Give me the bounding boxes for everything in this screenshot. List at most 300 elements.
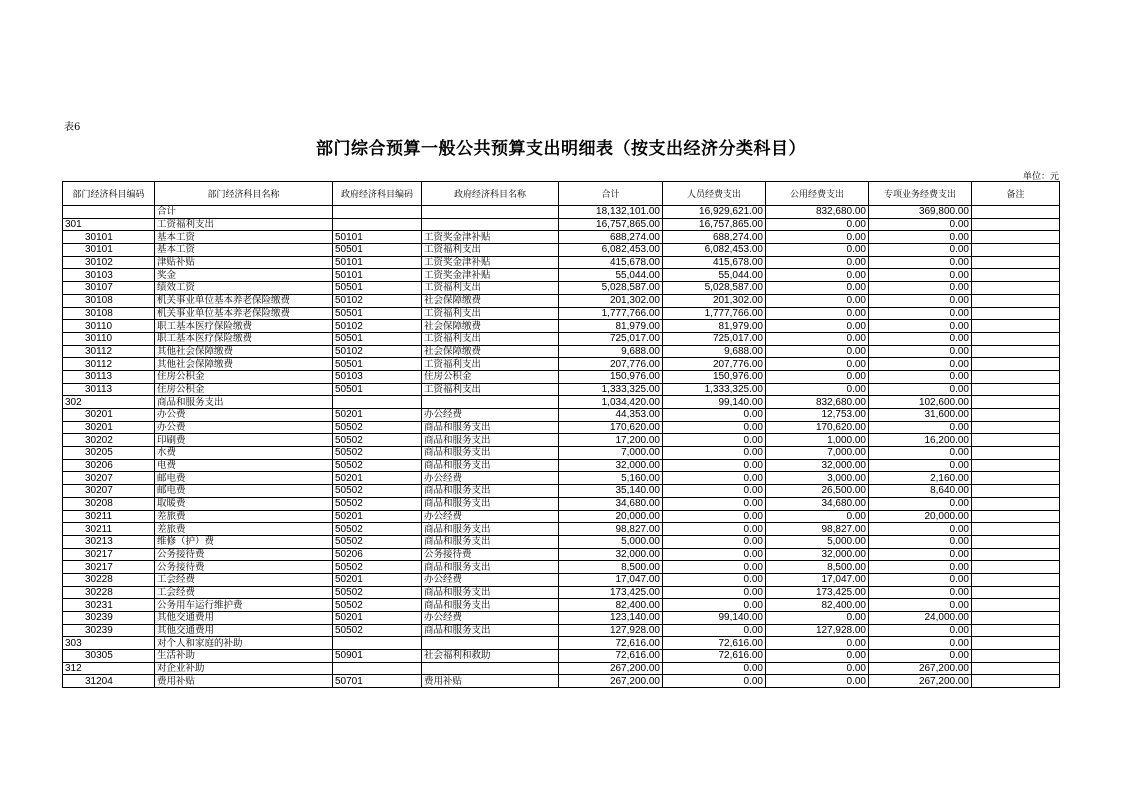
cell-dept-code bbox=[63, 206, 155, 219]
cell-total: 7,000.00 bbox=[559, 447, 663, 460]
cell-personnel: 0.00 bbox=[663, 586, 766, 599]
cell-remarks bbox=[972, 307, 1060, 320]
cell-total: 173,425.00 bbox=[559, 586, 663, 599]
cell-total: 72,616.00 bbox=[559, 650, 663, 663]
cell-special: 31,600.00 bbox=[869, 409, 972, 422]
header-special: 专项业务经费支出 bbox=[869, 182, 972, 206]
cell-public: 0.00 bbox=[766, 269, 869, 282]
cell-dept-code: 302 bbox=[63, 396, 155, 409]
cell-dept-code: 30239 bbox=[63, 612, 155, 625]
header-dept-name: 部门经济科目名称 bbox=[155, 182, 333, 206]
cell-remarks bbox=[972, 256, 1060, 269]
cell-total: 44,353.00 bbox=[559, 409, 663, 422]
cell-dept-name: 职工基本医疗保险缴费 bbox=[155, 332, 333, 345]
table-row bbox=[63, 472, 1060, 485]
cell-dept-code: 30207 bbox=[63, 485, 155, 498]
cell-personnel: 0.00 bbox=[663, 459, 766, 472]
cell-dept-code: 30305 bbox=[63, 650, 155, 663]
cell-dept-name: 基本工资 bbox=[155, 231, 333, 244]
cell-remarks bbox=[972, 447, 1060, 460]
cell-remarks bbox=[972, 523, 1060, 536]
cell-gov-name bbox=[422, 396, 559, 409]
cell-gov-code: 50101 bbox=[333, 269, 422, 282]
table-row bbox=[63, 345, 1060, 358]
cell-gov-code: 50502 bbox=[333, 447, 422, 460]
cell-remarks bbox=[972, 675, 1060, 688]
cell-special: 20,000.00 bbox=[869, 510, 972, 523]
cell-gov-name: 住房公积金 bbox=[422, 370, 559, 383]
cell-remarks bbox=[972, 497, 1060, 510]
cell-gov-name bbox=[422, 206, 559, 219]
cell-dept-code: 31204 bbox=[63, 675, 155, 688]
cell-dept-name: 津贴补贴 bbox=[155, 256, 333, 269]
cell-special: 0.00 bbox=[869, 421, 972, 434]
cell-special: 0.00 bbox=[869, 345, 972, 358]
table-row bbox=[63, 332, 1060, 345]
cell-dept-code: 30107 bbox=[63, 282, 155, 295]
cell-gov-code: 50701 bbox=[333, 675, 422, 688]
cell-special: 0.00 bbox=[869, 370, 972, 383]
cell-remarks bbox=[972, 586, 1060, 599]
cell-personnel: 0.00 bbox=[663, 485, 766, 498]
cell-special: 0.00 bbox=[869, 231, 972, 244]
cell-public: 0.00 bbox=[766, 294, 869, 307]
cell-dept-code: 30201 bbox=[63, 409, 155, 422]
cell-personnel: 0.00 bbox=[663, 573, 766, 586]
cell-special: 0.00 bbox=[869, 332, 972, 345]
cell-special: 0.00 bbox=[869, 650, 972, 663]
cell-total: 1,777,766.00 bbox=[559, 307, 663, 320]
cell-gov-code: 50206 bbox=[333, 548, 422, 561]
cell-gov-name: 商品和服务支出 bbox=[422, 523, 559, 536]
cell-total: 170,620.00 bbox=[559, 421, 663, 434]
cell-dept-code: 301 bbox=[63, 218, 155, 231]
cell-dept-code: 30206 bbox=[63, 459, 155, 472]
table-row bbox=[63, 421, 1060, 434]
header-gov-name: 政府经济科目名称 bbox=[422, 182, 559, 206]
cell-special: 0.00 bbox=[869, 244, 972, 257]
cell-personnel: 725,017.00 bbox=[663, 332, 766, 345]
header-personnel: 人员经费支出 bbox=[663, 182, 766, 206]
table-row bbox=[63, 510, 1060, 523]
cell-gov-name: 工资福利支出 bbox=[422, 244, 559, 257]
cell-special: 267,200.00 bbox=[869, 675, 972, 688]
cell-personnel: 72,616.00 bbox=[663, 637, 766, 650]
cell-gov-code bbox=[333, 396, 422, 409]
cell-gov-name: 商品和服务支出 bbox=[422, 447, 559, 460]
table-row bbox=[63, 599, 1060, 612]
table-row bbox=[63, 624, 1060, 637]
cell-special: 267,200.00 bbox=[869, 662, 972, 675]
cell-remarks bbox=[972, 599, 1060, 612]
cell-public: 5,000.00 bbox=[766, 535, 869, 548]
cell-total: 5,000.00 bbox=[559, 535, 663, 548]
cell-remarks bbox=[972, 358, 1060, 371]
cell-total: 5,028,587.00 bbox=[559, 282, 663, 295]
cell-gov-code: 50502 bbox=[333, 599, 422, 612]
cell-personnel: 9,688.00 bbox=[663, 345, 766, 358]
cell-public: 26,500.00 bbox=[766, 485, 869, 498]
cell-public: 12,753.00 bbox=[766, 409, 869, 422]
header-public: 公用经费支出 bbox=[766, 182, 869, 206]
cell-public: 0.00 bbox=[766, 332, 869, 345]
cell-remarks bbox=[972, 472, 1060, 485]
cell-gov-name: 办公经费 bbox=[422, 612, 559, 625]
cell-special: 102,600.00 bbox=[869, 396, 972, 409]
table-row bbox=[63, 497, 1060, 510]
cell-special: 0.00 bbox=[869, 294, 972, 307]
cell-dept-code: 30211 bbox=[63, 523, 155, 536]
cell-special: 0.00 bbox=[869, 561, 972, 574]
cell-gov-name: 商品和服务支出 bbox=[422, 535, 559, 548]
cell-remarks bbox=[972, 294, 1060, 307]
cell-remarks bbox=[972, 510, 1060, 523]
cell-public: 8,500.00 bbox=[766, 561, 869, 574]
table-row bbox=[63, 523, 1060, 536]
cell-public: 0.00 bbox=[766, 510, 869, 523]
cell-special: 0.00 bbox=[869, 256, 972, 269]
cell-personnel: 0.00 bbox=[663, 421, 766, 434]
cell-dept-name: 机关事业单位基本养老保险缴费 bbox=[155, 307, 333, 320]
budget-table bbox=[62, 181, 1060, 688]
cell-personnel: 0.00 bbox=[663, 472, 766, 485]
cell-dept-name: 商品和服务支出 bbox=[155, 396, 333, 409]
cell-dept-name: 取暖费 bbox=[155, 497, 333, 510]
cell-remarks bbox=[972, 370, 1060, 383]
cell-special: 0.00 bbox=[869, 573, 972, 586]
cell-gov-code: 50502 bbox=[333, 561, 422, 574]
cell-gov-code: 50901 bbox=[333, 650, 422, 663]
cell-gov-name: 工资福利支出 bbox=[422, 332, 559, 345]
cell-public: 98,827.00 bbox=[766, 523, 869, 536]
cell-personnel: 72,616.00 bbox=[663, 650, 766, 663]
cell-dept-name: 工会经费 bbox=[155, 586, 333, 599]
cell-public: 0.00 bbox=[766, 282, 869, 295]
cell-dept-name: 绩效工资 bbox=[155, 282, 333, 295]
cell-dept-code: 30101 bbox=[63, 231, 155, 244]
cell-total: 127,928.00 bbox=[559, 624, 663, 637]
cell-dept-name: 职工基本医疗保险缴费 bbox=[155, 320, 333, 333]
cell-remarks bbox=[972, 421, 1060, 434]
table-row bbox=[63, 586, 1060, 599]
cell-gov-name: 工资奖金津补贴 bbox=[422, 269, 559, 282]
cell-public: 7,000.00 bbox=[766, 447, 869, 460]
cell-gov-code: 50501 bbox=[333, 332, 422, 345]
cell-gov-code bbox=[333, 662, 422, 675]
cell-public: 32,000.00 bbox=[766, 459, 869, 472]
cell-gov-name: 社会保障缴费 bbox=[422, 294, 559, 307]
cell-dept-code: 30201 bbox=[63, 421, 155, 434]
table-row bbox=[63, 637, 1060, 650]
cell-public: 0.00 bbox=[766, 612, 869, 625]
cell-total: 9,688.00 bbox=[559, 345, 663, 358]
cell-dept-name: 工会经费 bbox=[155, 573, 333, 586]
cell-public: 173,425.00 bbox=[766, 586, 869, 599]
cell-dept-code: 312 bbox=[63, 662, 155, 675]
cell-dept-name: 差旅费 bbox=[155, 510, 333, 523]
cell-dept-code: 30217 bbox=[63, 548, 155, 561]
cell-dept-name: 住房公积金 bbox=[155, 383, 333, 396]
cell-gov-code: 50103 bbox=[333, 370, 422, 383]
table-row bbox=[63, 256, 1060, 269]
cell-special: 0.00 bbox=[869, 269, 972, 282]
cell-public: 0.00 bbox=[766, 231, 869, 244]
cell-dept-code: 30113 bbox=[63, 370, 155, 383]
cell-personnel: 0.00 bbox=[663, 523, 766, 536]
cell-dept-code: 303 bbox=[63, 637, 155, 650]
cell-remarks bbox=[972, 561, 1060, 574]
cell-total: 688,274.00 bbox=[559, 231, 663, 244]
cell-special: 0.00 bbox=[869, 459, 972, 472]
table-row bbox=[63, 396, 1060, 409]
cell-dept-name: 对企业补助 bbox=[155, 662, 333, 675]
table-row bbox=[63, 409, 1060, 422]
cell-special: 8,640.00 bbox=[869, 485, 972, 498]
cell-remarks bbox=[972, 434, 1060, 447]
cell-gov-code: 50501 bbox=[333, 307, 422, 320]
table-row bbox=[63, 447, 1060, 460]
header-gov-code: 政府经济科目编码 bbox=[333, 182, 422, 206]
cell-total: 34,680.00 bbox=[559, 497, 663, 510]
cell-total: 35,140.00 bbox=[559, 485, 663, 498]
cell-special: 0.00 bbox=[869, 218, 972, 231]
cell-total: 8,500.00 bbox=[559, 561, 663, 574]
header-dept-code: 部门经济科目编码 bbox=[63, 182, 155, 206]
cell-public: 1,000.00 bbox=[766, 434, 869, 447]
cell-special: 2,160.00 bbox=[869, 472, 972, 485]
cell-public: 0.00 bbox=[766, 383, 869, 396]
cell-dept-name: 奖金 bbox=[155, 269, 333, 282]
cell-dept-name: 生活补助 bbox=[155, 650, 333, 663]
cell-public: 0.00 bbox=[766, 218, 869, 231]
cell-personnel: 99,140.00 bbox=[663, 396, 766, 409]
cell-dept-name: 其他社会保障缴费 bbox=[155, 358, 333, 371]
cell-gov-code: 50201 bbox=[333, 612, 422, 625]
cell-gov-code: 50101 bbox=[333, 256, 422, 269]
cell-dept-code: 30205 bbox=[63, 447, 155, 460]
cell-personnel: 0.00 bbox=[663, 599, 766, 612]
cell-remarks bbox=[972, 624, 1060, 637]
cell-gov-code: 50201 bbox=[333, 409, 422, 422]
cell-gov-code: 50102 bbox=[333, 294, 422, 307]
cell-gov-code: 50201 bbox=[333, 510, 422, 523]
cell-public: 32,000.00 bbox=[766, 548, 869, 561]
cell-special: 0.00 bbox=[869, 497, 972, 510]
cell-gov-code: 50502 bbox=[333, 421, 422, 434]
cell-special: 369,800.00 bbox=[869, 206, 972, 219]
cell-remarks bbox=[972, 383, 1060, 396]
cell-dept-code: 30103 bbox=[63, 269, 155, 282]
cell-special: 0.00 bbox=[869, 282, 972, 295]
cell-public: 0.00 bbox=[766, 256, 869, 269]
table-row bbox=[63, 662, 1060, 675]
cell-dept-name: 邮电费 bbox=[155, 485, 333, 498]
cell-dept-name: 印刷费 bbox=[155, 434, 333, 447]
cell-public: 127,928.00 bbox=[766, 624, 869, 637]
cell-dept-code: 30202 bbox=[63, 434, 155, 447]
cell-total: 725,017.00 bbox=[559, 332, 663, 345]
cell-gov-code: 50502 bbox=[333, 586, 422, 599]
cell-public: 832,680.00 bbox=[766, 206, 869, 219]
cell-dept-name: 其他社会保障缴费 bbox=[155, 345, 333, 358]
table-row bbox=[63, 485, 1060, 498]
cell-dept-code: 30207 bbox=[63, 472, 155, 485]
cell-special: 0.00 bbox=[869, 624, 972, 637]
cell-total: 55,044.00 bbox=[559, 269, 663, 282]
cell-public: 170,620.00 bbox=[766, 421, 869, 434]
cell-personnel: 0.00 bbox=[663, 548, 766, 561]
cell-dept-code: 30110 bbox=[63, 320, 155, 333]
table-row bbox=[63, 675, 1060, 688]
cell-public: 0.00 bbox=[766, 675, 869, 688]
cell-gov-name: 办公经费 bbox=[422, 409, 559, 422]
cell-personnel: 0.00 bbox=[663, 434, 766, 447]
cell-remarks bbox=[972, 244, 1060, 257]
cell-gov-name: 工资奖金津补贴 bbox=[422, 256, 559, 269]
cell-remarks bbox=[972, 320, 1060, 333]
cell-special: 0.00 bbox=[869, 383, 972, 396]
cell-personnel: 55,044.00 bbox=[663, 269, 766, 282]
cell-gov-code: 50502 bbox=[333, 535, 422, 548]
cell-remarks bbox=[972, 662, 1060, 675]
cell-gov-name: 商品和服务支出 bbox=[422, 586, 559, 599]
header-row bbox=[63, 182, 1060, 206]
cell-gov-name: 办公经费 bbox=[422, 472, 559, 485]
cell-gov-name: 办公经费 bbox=[422, 510, 559, 523]
cell-gov-code: 50101 bbox=[333, 231, 422, 244]
cell-personnel: 0.00 bbox=[663, 624, 766, 637]
table-row bbox=[63, 548, 1060, 561]
cell-gov-code bbox=[333, 218, 422, 231]
cell-dept-code: 30108 bbox=[63, 294, 155, 307]
cell-gov-name bbox=[422, 218, 559, 231]
table-row bbox=[63, 650, 1060, 663]
cell-special: 24,000.00 bbox=[869, 612, 972, 625]
cell-gov-name: 工资奖金津补贴 bbox=[422, 231, 559, 244]
cell-personnel: 207,776.00 bbox=[663, 358, 766, 371]
cell-gov-name: 商品和服务支出 bbox=[422, 459, 559, 472]
cell-remarks bbox=[972, 345, 1060, 358]
cell-personnel: 0.00 bbox=[663, 675, 766, 688]
cell-personnel: 0.00 bbox=[663, 510, 766, 523]
cell-total: 207,776.00 bbox=[559, 358, 663, 371]
cell-remarks bbox=[972, 637, 1060, 650]
table-row bbox=[63, 535, 1060, 548]
cell-dept-name: 合计 bbox=[155, 206, 333, 219]
cell-dept-name: 电费 bbox=[155, 459, 333, 472]
cell-personnel: 1,333,325.00 bbox=[663, 383, 766, 396]
cell-remarks bbox=[972, 548, 1060, 561]
cell-gov-name: 商品和服务支出 bbox=[422, 599, 559, 612]
cell-gov-code: 50102 bbox=[333, 345, 422, 358]
cell-personnel: 0.00 bbox=[663, 447, 766, 460]
table-row bbox=[63, 434, 1060, 447]
unit-label: 单位：元 bbox=[1022, 172, 1059, 182]
cell-gov-name: 社会福利和救助 bbox=[422, 650, 559, 663]
cell-remarks bbox=[972, 409, 1060, 422]
cell-total: 18,132,101.00 bbox=[559, 206, 663, 219]
cell-dept-name: 邮电费 bbox=[155, 472, 333, 485]
cell-public: 0.00 bbox=[766, 244, 869, 257]
cell-gov-name: 商品和服务支出 bbox=[422, 434, 559, 447]
cell-personnel: 0.00 bbox=[663, 561, 766, 574]
table-row bbox=[63, 218, 1060, 231]
cell-gov-code: 50502 bbox=[333, 523, 422, 536]
cell-personnel: 0.00 bbox=[663, 409, 766, 422]
cell-dept-name: 维修（护）费 bbox=[155, 535, 333, 548]
cell-total: 20,000.00 bbox=[559, 510, 663, 523]
cell-gov-name: 商品和服务支出 bbox=[422, 485, 559, 498]
cell-gov-name: 公务接待费 bbox=[422, 548, 559, 561]
cell-remarks bbox=[972, 612, 1060, 625]
cell-remarks bbox=[972, 535, 1060, 548]
cell-dept-code: 30113 bbox=[63, 383, 155, 396]
cell-dept-code: 30112 bbox=[63, 358, 155, 371]
cell-total: 1,333,325.00 bbox=[559, 383, 663, 396]
cell-dept-name: 住房公积金 bbox=[155, 370, 333, 383]
cell-dept-code: 30228 bbox=[63, 573, 155, 586]
cell-gov-code: 50501 bbox=[333, 244, 422, 257]
cell-public: 34,680.00 bbox=[766, 497, 869, 510]
cell-personnel: 688,274.00 bbox=[663, 231, 766, 244]
cell-remarks bbox=[972, 218, 1060, 231]
cell-dept-name: 公务接待费 bbox=[155, 548, 333, 561]
page-title: 部门综合预算一般公共预算支出明细表（按支出经济分类科目） bbox=[316, 139, 806, 159]
cell-total: 1,034,420.00 bbox=[559, 396, 663, 409]
cell-total: 6,082,453.00 bbox=[559, 244, 663, 257]
cell-gov-code: 50501 bbox=[333, 358, 422, 371]
table-row bbox=[63, 307, 1060, 320]
cell-dept-code: 30112 bbox=[63, 345, 155, 358]
table-row bbox=[63, 206, 1060, 219]
cell-personnel: 0.00 bbox=[663, 535, 766, 548]
cell-dept-code: 30102 bbox=[63, 256, 155, 269]
cell-public: 0.00 bbox=[766, 345, 869, 358]
cell-personnel: 1,777,766.00 bbox=[663, 307, 766, 320]
table-row bbox=[63, 244, 1060, 257]
cell-total: 201,302.00 bbox=[559, 294, 663, 307]
cell-gov-code bbox=[333, 637, 422, 650]
table-row bbox=[63, 231, 1060, 244]
cell-gov-name: 工资福利支出 bbox=[422, 383, 559, 396]
cell-dept-code: 30239 bbox=[63, 624, 155, 637]
cell-gov-code: 50201 bbox=[333, 573, 422, 586]
cell-remarks bbox=[972, 485, 1060, 498]
cell-public: 0.00 bbox=[766, 662, 869, 675]
cell-special: 0.00 bbox=[869, 447, 972, 460]
cell-gov-name bbox=[422, 662, 559, 675]
cell-public: 0.00 bbox=[766, 370, 869, 383]
cell-remarks bbox=[972, 282, 1060, 295]
cell-gov-code: 50502 bbox=[333, 624, 422, 637]
cell-personnel: 150,976.00 bbox=[663, 370, 766, 383]
table-row bbox=[63, 358, 1060, 371]
cell-remarks bbox=[972, 459, 1060, 472]
cell-gov-code: 50502 bbox=[333, 434, 422, 447]
cell-remarks bbox=[972, 269, 1060, 282]
cell-dept-name: 公务用车运行维护费 bbox=[155, 599, 333, 612]
cell-special: 0.00 bbox=[869, 523, 972, 536]
cell-dept-code: 30213 bbox=[63, 535, 155, 548]
cell-total: 150,976.00 bbox=[559, 370, 663, 383]
cell-dept-code: 30211 bbox=[63, 510, 155, 523]
cell-remarks bbox=[972, 650, 1060, 663]
cell-personnel: 5,028,587.00 bbox=[663, 282, 766, 295]
cell-dept-name: 办公费 bbox=[155, 409, 333, 422]
cell-remarks bbox=[972, 573, 1060, 586]
cell-personnel: 6,082,453.00 bbox=[663, 244, 766, 257]
table-row bbox=[63, 294, 1060, 307]
